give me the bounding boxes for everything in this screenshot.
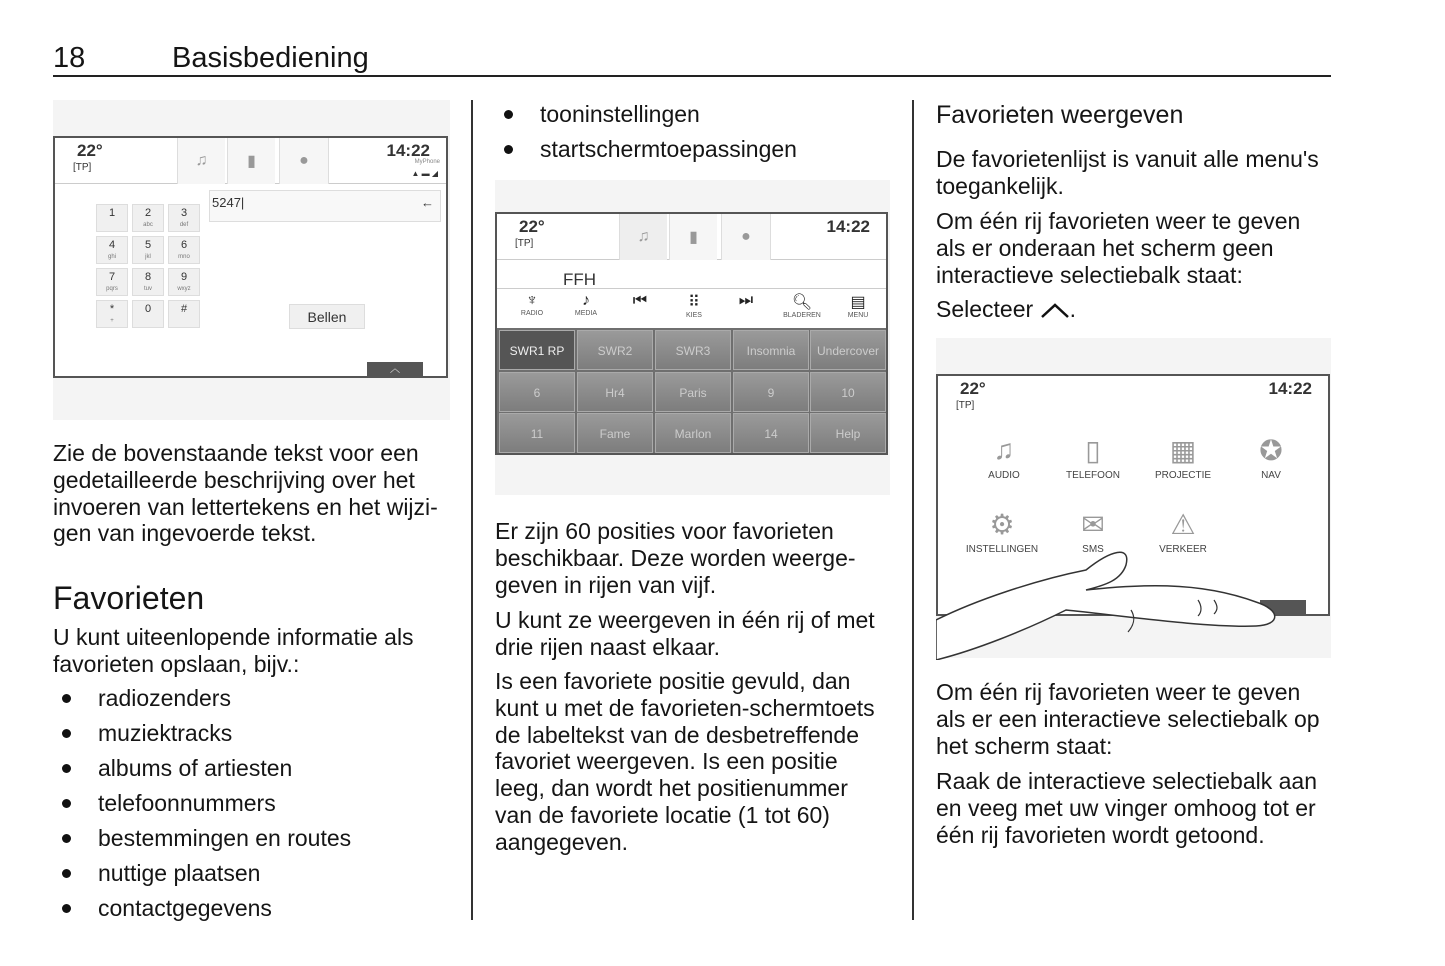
compass-icon: ✪ xyxy=(1259,435,1283,466)
favorites-screen xyxy=(495,212,888,455)
radio-icon: ♆ xyxy=(526,292,538,309)
chevron-up-icon xyxy=(1040,302,1070,318)
menu-icon: ▤ xyxy=(850,294,866,311)
favorite-button[interactable]: 6 xyxy=(499,372,575,412)
app-instellingen[interactable]: ⚙ INSTELLINGEN xyxy=(962,508,1042,555)
music-note-icon: ♪ xyxy=(582,292,590,309)
settings-icon: ⚙ xyxy=(989,509,1015,540)
key[interactable]: 9 wxyz xyxy=(168,268,200,296)
favorite-button[interactable]: 9 xyxy=(733,372,809,412)
app-sms[interactable]: ✉ SMS xyxy=(1053,508,1133,555)
favorite-button[interactable]: SWR1 RP xyxy=(499,330,575,370)
key[interactable]: * + xyxy=(96,300,128,328)
swiping-hand-illustration xyxy=(936,540,1331,660)
audio-tab-icon[interactable]: ♫ xyxy=(177,138,225,184)
status-bar xyxy=(497,214,886,260)
paragraph: U kunt uiteenlopende informatie als favorieten opslaan, bijv.: xyxy=(53,624,414,677)
app-projectie[interactable]: ▦ PROJECTIE xyxy=(1143,434,1223,481)
traffic-icon: ⚠ xyxy=(1170,509,1196,540)
column-divider xyxy=(471,100,473,920)
search-icon: 🔍︎ xyxy=(791,294,813,311)
tp-indicator: [TP] xyxy=(956,400,975,411)
key[interactable]: 4 ghi xyxy=(96,236,128,264)
projection-icon: ▦ xyxy=(1169,435,1197,466)
key[interactable]: 6 mno xyxy=(168,236,200,264)
favorite-button[interactable]: 14 xyxy=(733,413,809,453)
key[interactable]: 5 jkl xyxy=(132,236,164,264)
app-nav[interactable]: ✪ NAV xyxy=(1231,434,1311,481)
phone-tab-icon[interactable]: ▮ xyxy=(669,214,717,260)
temperature: 22° xyxy=(960,379,986,398)
signal-battery-icon: ▲ ▬ ◢ xyxy=(411,169,438,178)
key[interactable]: # xyxy=(168,300,200,328)
paragraph: U kunt ze weergeven in één rij of met drie rijen naast elkaar. xyxy=(495,607,875,660)
previous-track-icon: ⏮ xyxy=(632,292,648,309)
paragraph: Raak de interactieve selectiebalk aan en veeg met uw vinger omhoog tot er één rij favorieten wordt getoond. xyxy=(936,768,1318,848)
paragraph: Zie de bovenstaande tekst voor een gedetailleerde beschrijving over het invoeren van lettertekens en het wijzi- gen van ingevoerde tekst. xyxy=(53,440,438,547)
key[interactable]: 7 pqrs xyxy=(96,268,128,296)
key[interactable]: 3 def xyxy=(168,204,200,232)
phone-name: MyPhone xyxy=(414,159,440,165)
key[interactable]: 1 xyxy=(96,204,128,232)
favorite-button[interactable]: Insomnia xyxy=(733,330,809,370)
key[interactable]: 8 tuv xyxy=(132,268,164,296)
app-verkeer[interactable]: ⚠ VERKEER xyxy=(1143,508,1223,555)
sms-icon: ✉ xyxy=(1081,509,1105,540)
clock: 14:22 xyxy=(826,217,870,236)
favorite-button[interactable]: SWR3 xyxy=(655,330,731,370)
clock: 14:22 xyxy=(1268,379,1312,398)
temperature: 22° xyxy=(77,141,103,160)
phone-tab-icon[interactable]: ▮ xyxy=(227,138,275,184)
favorite-button[interactable]: 11 xyxy=(499,413,575,453)
paragraph: Om één rij favorieten weer te geven als er een interactieve selectiebalk op het scherm staat: xyxy=(936,679,1320,759)
section-heading: Favorieten xyxy=(53,580,205,616)
tp-indicator: [TP] xyxy=(515,238,534,249)
station-name: FFH xyxy=(563,270,597,289)
paragraph: Om één rij favorieten weer te geven als er onderaan het scherm geen interactieve selectiebalk staat: xyxy=(936,208,1301,288)
favorite-button[interactable]: 10 xyxy=(810,372,886,412)
nav-tab-icon[interactable]: ● xyxy=(721,214,771,260)
keypad-icon: ⠿ xyxy=(688,294,700,311)
favorites-panel xyxy=(497,328,886,453)
backspace-icon[interactable]: ← xyxy=(421,195,434,210)
app-audio[interactable]: ♫ AUDIO xyxy=(964,434,1044,481)
temperature: 22° xyxy=(519,217,545,236)
phone-keypad-screen xyxy=(53,136,448,378)
favorite-button[interactable]: Marlon xyxy=(655,413,731,453)
column-divider xyxy=(912,100,914,920)
control-previous[interactable] xyxy=(615,292,665,310)
clock: 14:22 xyxy=(386,141,430,160)
next-track-icon: ⏭ xyxy=(738,292,754,309)
control-next[interactable] xyxy=(721,292,771,310)
paragraph: Er zijn 60 posities voor favorieten beschikbaar. Deze worden weerge- geven in rijen van vijf. xyxy=(495,518,856,598)
audio-icon: ♫ xyxy=(993,434,1015,465)
favorite-button[interactable]: SWR2 xyxy=(577,330,653,370)
paragraph: Is een favoriete positie gevuld, dan kunt u met de favorieten-schermtoets de labeltekst van de desbetreffende favoriet weergeven. Is een positie leeg, dan wordt het positienummer van de favoriete locatie (1 tot 60) aangegeven. xyxy=(495,668,875,855)
number-input[interactable]: 5247| ← xyxy=(209,190,441,222)
favorite-button[interactable]: Paris xyxy=(655,372,731,412)
paragraph: Selecteer . xyxy=(936,296,1076,322)
bullet-list: tooninstellingen startschermtoepassingen xyxy=(495,97,797,167)
favorite-button[interactable]: Fame xyxy=(577,413,653,453)
control-radio[interactable]: ♆ RADIO xyxy=(520,292,544,317)
page-number: 18 xyxy=(53,42,86,74)
status-bar xyxy=(55,138,446,184)
section-heading: Favorieten weergeven xyxy=(936,101,1184,129)
bullet-list: radiozenders muziektracks albums of artiesten telefoonnummers bestemmingen en routes nuttige plaatsen contactgegevens xyxy=(53,681,351,926)
key[interactable]: 0 xyxy=(132,300,164,328)
favorite-button[interactable]: Undercover xyxy=(810,330,886,370)
call-button[interactable]: Bellen xyxy=(289,304,365,329)
control-menu[interactable]: ▤ MENU xyxy=(847,294,869,319)
tp-indicator: [TP] xyxy=(73,162,92,173)
phone-icon: ▯ xyxy=(1085,435,1101,466)
favorite-button[interactable]: Hr4 xyxy=(577,372,653,412)
page-title: Basisbediening xyxy=(172,42,369,74)
control-media[interactable]: ♪ MEDIA xyxy=(574,292,598,317)
nav-tab-icon[interactable]: ● xyxy=(279,138,329,184)
header-rule xyxy=(53,75,1331,77)
control-kies[interactable]: ⠿ KIES xyxy=(686,294,702,319)
favorite-button[interactable]: Help xyxy=(810,413,886,453)
key[interactable]: 2 abc xyxy=(132,204,164,232)
selection-bar-handle[interactable]: ︿ xyxy=(367,362,423,378)
app-telefoon[interactable]: ▯ TELEFOON xyxy=(1053,434,1133,481)
audio-tab-icon[interactable]: ♫ xyxy=(619,214,667,260)
control-browse[interactable]: 🔍︎ BLADEREN xyxy=(783,294,821,319)
paragraph: De favorietenlijst is vanuit alle menu's toegankelijk. xyxy=(936,146,1319,199)
